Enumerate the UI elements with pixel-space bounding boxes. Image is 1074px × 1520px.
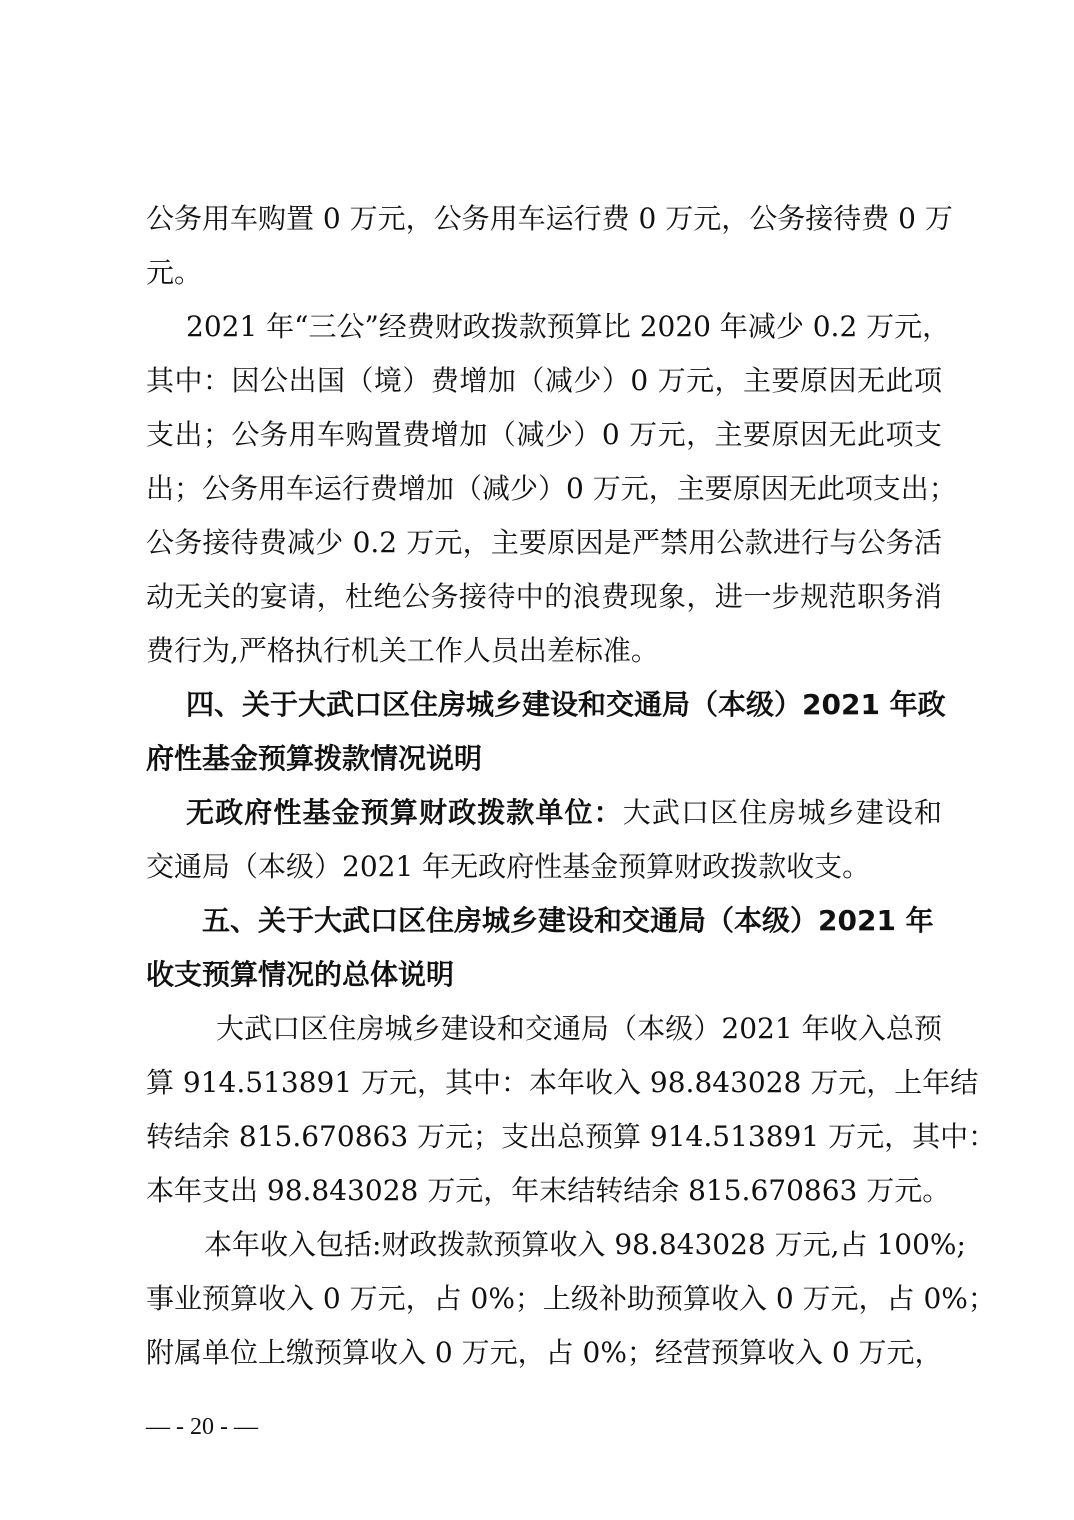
paragraph-line: 元。: [146, 256, 203, 289]
paragraph-line: 大武口区住房城乡建设和交通局（本级）2021 年收入总预: [216, 1012, 942, 1045]
paragraph-line: 出；公务用车运行费增加（减少）0 万元，主要原因无此项支出；: [146, 472, 957, 505]
paragraph-line: 费行为,严格执行机关工作人员出差标准。: [146, 634, 659, 667]
paragraph-text: 大武口区住房城乡建设和: [622, 796, 942, 829]
paragraph-line: 附属单位上缴预算收入 0 万元，占 0%；经营预算收入 0 万元，: [146, 1336, 943, 1369]
paragraph-line: 动无关的宴请，杜绝公务接待中的浪费现象，进一步规范职务消: [146, 580, 942, 613]
document-body: [146, 192, 997, 1380]
paragraph-line: 事业预算收入 0 万元，占 0%；上级补助预算收入 0 万元，占 0%；: [146, 1282, 996, 1315]
paragraph-line: 交通局（本级）2021 年无政府性基金预算财政拨款收支。: [146, 850, 871, 883]
page-number: — - 20 - —: [146, 1414, 258, 1440]
paragraph-line: 支出；公务用车购置费增加（减少）0 万元，主要原因无此项支: [146, 418, 942, 451]
paragraph-line: 本年收入包括:财政拨款预算收入 98.843028 万元,占 100%;: [204, 1228, 966, 1261]
section-heading-4: 四、关于大武口区住房城乡建设和交通局（本级）2021 年政: [186, 688, 946, 721]
paragraph-line: 算 914.513891 万元，其中：本年收入 98.843028 万元，上年结: [146, 1066, 979, 1099]
paragraph-line: 转结余 815.670863 万元；支出总预算 914.513891 万元，其中：: [146, 1120, 997, 1153]
section-heading-5-cont: 收支预算情况的总体说明: [146, 958, 455, 991]
paragraph-line: [146, 786, 942, 840]
paragraph-line: 公务用车购置 0 万元，公务用车运行费 0 万元，公务接待费 0 万: [146, 202, 953, 235]
bold-lead: 无政府性基金预算财政拨款单位：: [186, 796, 623, 829]
section-heading-4-cont: 府性基金预算拨款情况说明: [146, 742, 483, 775]
paragraph-line: 公务接待费减少 0.2 万元，主要原因是严禁用公款进行与公务活: [146, 526, 942, 559]
paragraph-line: 本年支出 98.843028 万元，年末结转结余 815.670863 万元。: [146, 1174, 951, 1207]
section-heading-5: 五、关于大武口区住房城乡建设和交通局（本级）2021 年: [202, 904, 934, 937]
paragraph-line: 2021 年“三公”经费财政拨款预算比 2020 年减少 0.2 万元，: [186, 310, 951, 343]
paragraph-line: 其中：因公出国（境）费增加（减少）0 万元，主要原因无此项: [146, 364, 942, 397]
